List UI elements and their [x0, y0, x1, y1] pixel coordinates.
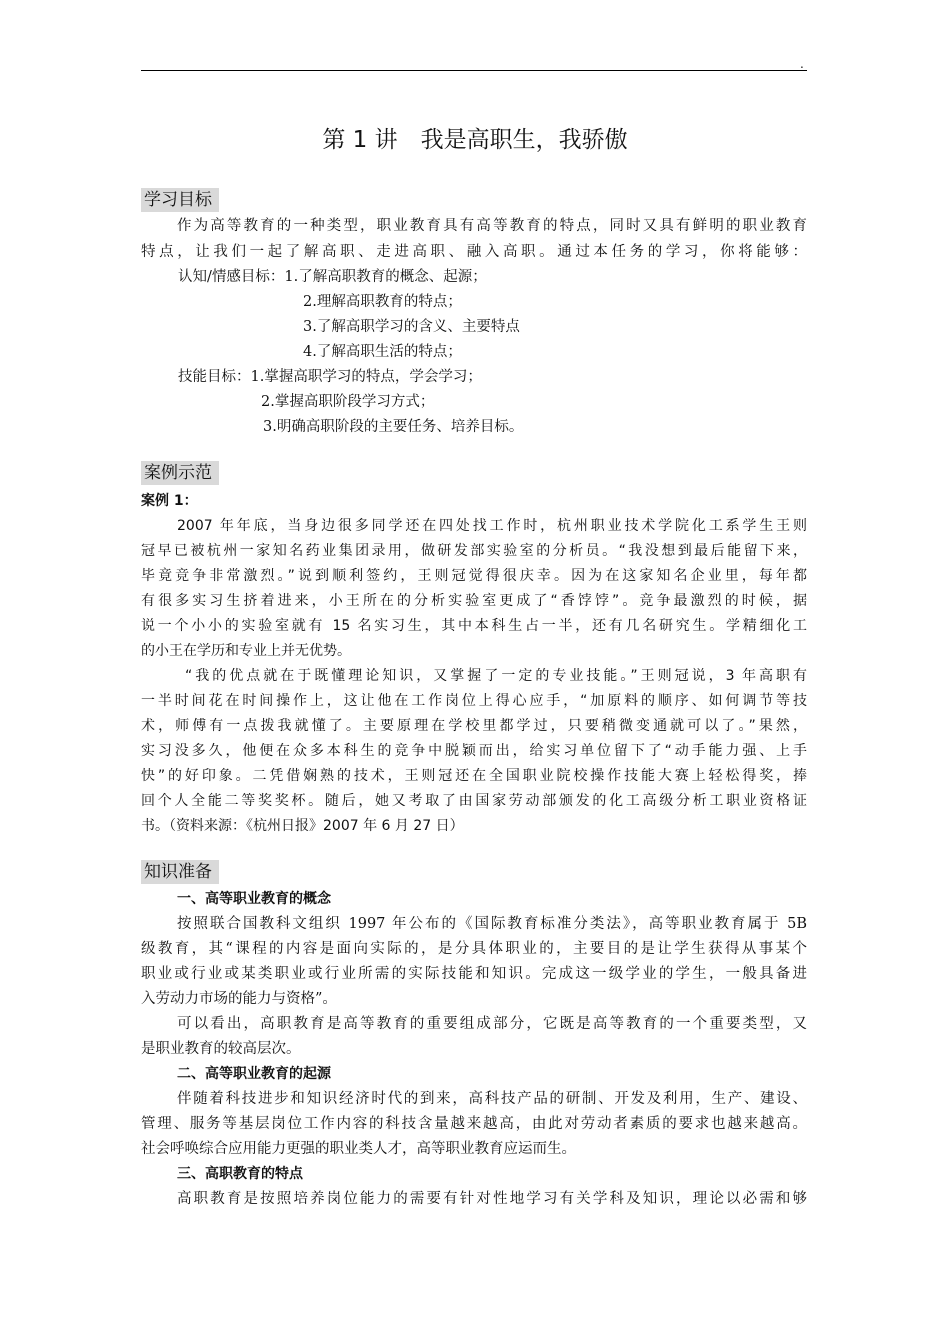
goal-item: 认知/情感目标：1.了解高职教育的概念、起源；: [178, 269, 487, 285]
header-dot: .: [800, 57, 804, 71]
case-line: 快”的好印象。二凭借娴熟的技术，王则冠还在全国职业院校操作技能大赛上轻松得奖，捧: [141, 768, 807, 784]
case-line: 的小王在学历和专业上并无优势。: [141, 643, 351, 659]
header-rule: [141, 70, 807, 71]
case-line: 术，师傅有一点拨我就懂了。主要原理在学校里都学过，只要稍微变通就可以了。”果然，: [141, 718, 807, 734]
concept-line: 入劳动力市场的能力与资格”。: [141, 991, 337, 1007]
case-line: 说一个小小的实验室就有 15 名实习生，其中本科生占一半，还有几名研究生。学精细化工: [141, 618, 807, 634]
section-heading-case-demo: 案例示范: [141, 461, 219, 485]
subheading-features: 三、高职教育的特点: [177, 1166, 303, 1182]
case-line: 回个人全能二等奖奖杯。随后，她又考取了由国家劳动部颁发的化工高级分析工职业资格证: [141, 793, 807, 809]
case-line: “我的优点就在于既懂理论知识，又掌握了一定的专业技能。”王则冠说，3 年高职有: [185, 668, 807, 684]
page-title: 第 1 讲 我是高职生，我骄傲: [322, 127, 628, 153]
concept-line: 是职业教育的较高层次。: [141, 1041, 301, 1057]
concept-line: 按照联合国教科文组织 1997 年公布的《国际教育标准分类法》，高等职业教育属于 5B: [177, 916, 807, 932]
goals-paragraph-line: 特点，让我们一起了解高职、走进高职、融入高职。通过本任务的学习，你将能够：: [141, 244, 807, 260]
case-line: 冠早已被杭州一家知名药业集团录用，做研发部实验室的分析员。“我没想到最后能留下来，: [141, 543, 807, 559]
goal-item: 4.了解高职生活的特点；: [303, 344, 462, 360]
section-heading-learning-goals: 学习目标: [141, 188, 219, 212]
goal-item: 技能目标：1.掌握高职学习的特点，学会学习；: [178, 369, 482, 385]
case-line: 有很多实习生挤着进来，小王所在的分析实验室更成了“香饽饽”。竞争最激烈的时候，据: [141, 593, 807, 609]
subheading-concept: 一、高等职业教育的概念: [177, 891, 331, 907]
case-line: 毕竟竞争非常激烈。”说到顺利签约，王则冠觉得很庆幸。因为在这家知名企业里，每年都: [141, 568, 807, 584]
concept-line: 级教育，其“课程的内容是面向实际的，是分具体职业的，主要目的是让学生获得从事某个: [141, 941, 807, 957]
origin-line: 伴随着科技进步和知识经济时代的到来，高科技产品的研制、开发及利用，生产、建设、: [177, 1091, 807, 1107]
case-line: 书。（资料来源：《杭州日报》2007 年 6 月 27 日）: [141, 818, 464, 834]
origin-line: 管理、服务等基层岗位工作内容的科技含量越来越高，由此对劳动者素质的要求也越来越高。: [141, 1116, 807, 1132]
features-line: 高职教育是按照培养岗位能力的需要有针对性地学习有关学科及知识，理论以必需和够: [177, 1191, 807, 1207]
case-line: 2007 年年底，当身边很多同学还在四处找工作时，杭州职业技术学院化工系学生王则: [177, 518, 807, 534]
case-label: 案例 1：: [141, 493, 198, 509]
case-line: 实习没多久，他便在众多本科生的竞争中脱颖而出，给实习单位留下了“动手能力强、上手: [141, 743, 807, 759]
origin-line: 社会呼唤综合应用能力更强的职业类人才，高等职业教育应运而生。: [141, 1141, 576, 1157]
concept-line: 职业或行业或某类职业或行业所需的实际技能和知识。完成这一级学业的学生，一般具备进: [141, 966, 807, 982]
section-heading-knowledge-prep: 知识准备: [141, 860, 219, 884]
subheading-origin: 二、高等职业教育的起源: [177, 1066, 331, 1082]
goal-item: 3.了解高职学习的含义、主要特点: [303, 319, 520, 335]
goal-item: 2.理解高职教育的特点；: [303, 294, 462, 310]
goals-paragraph-line: 作为高等教育的一种类型，职业教育具有高等教育的特点，同时又具有鲜明的职业教育: [177, 218, 807, 234]
concept-line: 可以看出，高职教育是高等教育的重要组成部分，它既是高等教育的一个重要类型，又: [177, 1016, 807, 1032]
goal-item: 3.明确高职阶段的主要任务、培养目标。: [263, 419, 524, 435]
goal-item: 2.掌握高职阶段学习方式；: [261, 394, 435, 410]
case-line: 一半时间花在时间操作上，这让他在工作岗位上得心应手，“加原料的顺序、如何调节等技: [141, 693, 807, 709]
